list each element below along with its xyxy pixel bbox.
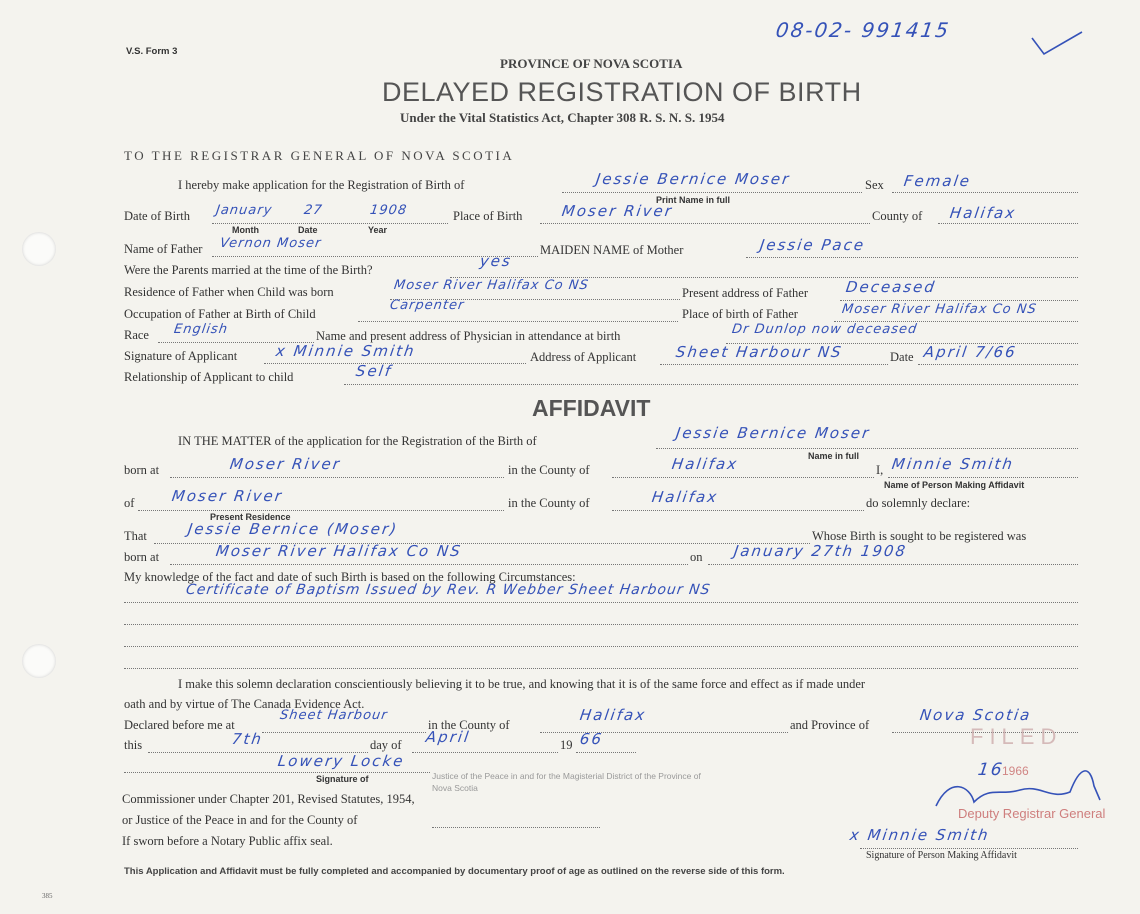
born-at-2-value: Moser River Halifax Co NS [214,542,464,560]
label-address-applicant: Address of Applicant [530,350,637,364]
affiant-residence-value: Moser River [170,487,285,505]
field-line [170,564,688,565]
printer-number: 385 [42,892,53,900]
footer-note: This Application and Affidavit must be fully completed and accompanied by documentary proof of age as outlined on the reverse side of this form. [124,866,785,877]
field-line [540,223,870,224]
field-line [432,827,600,828]
declared-year-value: 66 [578,730,605,748]
label-application: I hereby make application for the Registration of Birth of [178,178,465,192]
physician-value: Dr Dunlop now deceased [730,322,919,337]
label-date-applicant: Date [890,350,914,364]
field-line [860,848,1078,849]
field-line [262,732,426,733]
field-line [138,510,504,511]
label-in-county: in the County of [508,463,590,477]
solemn-declaration-line-2: oath and by virtue of The Canada Evidence Act. [124,697,365,711]
label-place-of-birth: Place of Birth [453,209,523,223]
field-line [124,646,1078,647]
affidavit-name-value: Jessie Bernice Moser [674,424,872,442]
label-father: Name of Father [124,242,203,256]
label-name-person: Name of Person Making Affidavit [884,480,1025,490]
pob-father-value: Moser River Halifax Co NS [840,302,1038,317]
label-present-address-father: Present address of Father [682,286,809,300]
label-signature-of: Signature of [316,774,369,784]
label-mother: MAIDEN NAME of Mother [540,243,684,257]
filed-stamp-day: 16 [976,760,1006,780]
solemn-declaration-line-1: I make this solemn declaration conscientiously believing it to be true, and knowing that it is of the same force and effect as if made under [178,677,866,691]
label-place-birth-father: Place of birth of Father [682,307,798,321]
label-in-county-2: in the County of [508,496,590,510]
affidavit-heading: AFFIDAVIT [532,395,651,421]
married-value: yes [478,252,514,270]
label-print-name: Print Name in full [656,195,731,205]
child-name-value: Jessie Bernice Moser [594,170,792,188]
page-title: DELAYED REGISTRATION OF BIRTH [382,77,862,107]
label-born-at: born at [124,463,160,477]
registrar-signature-icon [930,756,1110,816]
label-in-the-matter: IN THE MATTER of the application for the Registration of the Birth of [178,434,537,448]
field-line [212,223,448,224]
circumstances-value: Certificate of Baptism Issued by Rev. R Webber Sheet Harbour NS [184,582,712,598]
label-on: on [690,550,703,564]
field-line [124,772,430,773]
label-born-at-2: born at [124,550,160,564]
field-line [344,384,1078,385]
field-line [660,364,888,365]
commissioner-signature-value: Lowery Locke [276,752,406,770]
label-present-residence: Present Residence [210,512,291,522]
dob-month-value: January [214,203,274,218]
affiant-name-value: Minnie Smith [890,455,1016,473]
affidavit-born-at-value: Moser River [228,455,343,473]
race-value: English [172,322,230,337]
dob-day-value: 27 [302,203,324,218]
applicant-date-value: April 7/66 [922,343,1019,361]
field-line [124,624,1078,625]
punch-hole [22,644,56,678]
residence-value: Moser River Halifax Co NS [392,278,590,293]
present-father-value: Deceased [844,278,938,296]
label-province-of: and Province of [790,718,870,732]
label-race: Race [124,328,149,342]
label-date: Date [298,225,318,235]
declared-day-value: 7th [230,730,265,748]
field-line [708,564,1078,565]
label-i: I, [876,463,884,477]
field-line [938,223,1078,224]
label-notary: If sworn before a Notary Public affix seal. [122,834,333,848]
label-residence: Residence of Father when Child was born [124,285,334,299]
field-line [124,602,1078,603]
applicant-signature-value: x Minnie Smith [274,342,417,360]
field-line [612,510,864,511]
field-line [612,477,874,478]
label-month: Month [232,225,259,235]
filed-stamp-year: 1966 [1002,764,1029,778]
label-day-of: day of [370,738,402,752]
affiant-signature-value: x Minnie Smith [848,826,991,844]
field-line [576,752,636,753]
label-sex: Sex [865,178,884,192]
field-line [746,257,1078,258]
label-signature-applicant: Signature of Applicant [124,349,238,363]
label-relationship: Relationship of Applicant to child [124,370,294,384]
sex-value: Female [902,172,973,190]
label-solemnly-declare: do solemnly declare: [866,496,971,510]
label-physician: Name and present address of Physician in attendance at birth [316,329,621,343]
declared-county-value: Halifax [578,706,648,724]
field-line [840,300,1078,301]
field-line [124,668,1078,669]
on-date-value: January 27th 1908 [732,542,909,560]
dob-year-value: 1908 [368,203,409,218]
label-married: Were the Parents married at the time of the Birth? [124,263,373,277]
field-line [170,477,504,478]
label-date-of-birth: Date of Birth [124,209,190,223]
label-whose-birth: Whose Birth is sought to be registered was [812,529,1027,543]
province-heading: PROVINCE OF NOVA SCOTIA [500,56,683,71]
label-knowledge: My knowledge of the fact and date of such Birth is based on the following Circumstances: [124,570,576,584]
county-value: Halifax [948,204,1018,222]
label-of: of [124,496,135,510]
applicant-address-value: Sheet Harbour NS [674,343,844,361]
declared-at-value: Sheet Harbour [278,708,389,723]
deputy-registrar-stamp: Deputy Registrar General [958,806,1106,821]
that-name-value: Jessie Bernice (Moser) [186,520,400,538]
father-value: Vernon Moser [218,236,323,251]
punch-hole [22,232,56,266]
field-line [656,448,1078,449]
label-county: County of [872,209,923,223]
addressee-line: TO THE REGISTRAR GENERAL OF NOVA SCOTIA [124,148,515,163]
label-year-prefix: 19 [560,738,573,752]
mother-value: Jessie Pace [758,236,867,254]
affidavit-county-value: Halifax [670,455,740,473]
page-subtitle: Under the Vital Statistics Act, Chapter 308 R. S. N. S. 1954 [400,110,725,125]
relationship-value: Self [354,362,394,380]
field-line [540,732,788,733]
label-that: That [124,529,147,543]
field-line [412,752,558,753]
label-in-the-county: in the County of [428,718,510,732]
field-line [892,192,1078,193]
field-line [888,477,1078,478]
field-line [358,321,678,322]
occupation-value: Carpenter [388,298,466,313]
affiant-county-value: Halifax [650,488,720,506]
pob-value: Moser River [560,202,675,220]
file-reference: 08-02- 991415 [774,18,952,42]
check-mark-icon [1030,28,1085,58]
label-commissioner: Commissioner under Chapter 201, Revised Statutes, 1954, [122,792,415,806]
label-signature-person: Signature of Person Making Affidavit [866,850,1017,861]
declared-month-value: April [424,728,472,746]
label-justice: or Justice of the Peace in and for the County of [122,813,358,827]
field-line [264,363,526,364]
label-this: this [124,738,143,752]
declared-province-value: Nova Scotia [918,706,1033,724]
label-name-in-full: Name in full [808,451,860,461]
label-occupation: Occupation of Father at Birth of Child [124,307,316,321]
field-line [918,364,1078,365]
form-number: V.S. Form 3 [126,46,178,57]
label-year: Year [368,225,388,235]
jp-stamp: Justice of the Peace in and for the Magisterial District of the Province of Nova Scotia [432,771,701,793]
label-declared-before: Declared before me at [124,718,235,732]
field-line [562,192,862,193]
filed-stamp-label: FILED [970,724,1063,749]
